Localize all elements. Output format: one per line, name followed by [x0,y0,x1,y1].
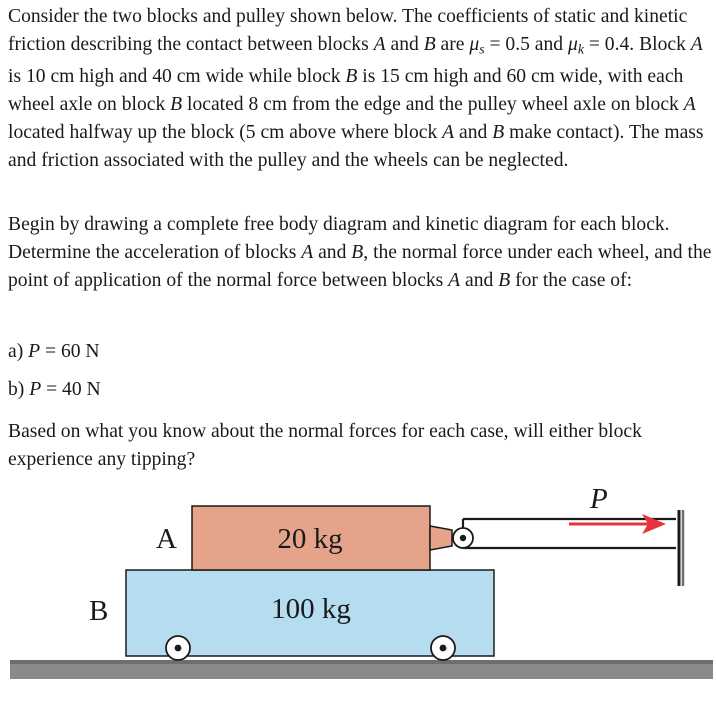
label-block-b: B [89,595,109,627]
block-b-ref: B [351,242,364,263]
block-b-ref: B [170,94,183,116]
pulley-bracket [430,526,452,550]
block-b-ref: B [423,34,436,55]
block-a-ref: A [683,94,696,116]
wheel-left-icon [166,636,190,660]
block-b-ref: B [345,66,358,88]
block-a-ref: A [690,34,703,55]
force-p-ref: P [29,379,42,400]
tipping-question: Based on what you know about the normal forces for each case, will either block experience any tipping? [8,421,642,470]
blocks-pulley-diagram [0,478,716,702]
pulley-wheel-icon [453,528,473,548]
mu-s-value: = 0.5 and [484,34,568,55]
case-a: a) P = 60 N [8,341,100,362]
block-a-ref: A [373,34,386,55]
mass-a-label: 20 kg [277,523,343,555]
block-a-ref: A [448,270,461,291]
block-a-ref: A [442,122,455,144]
case-b: b) P = 40 N [8,379,101,400]
instructions-paragraph: Begin by drawing a complete free body diagram and kinetic diagram for each block. Determine the acceleration of blocks A and B, the normal force under each wheel, and the point of application of the normal force between blocks A and B for the case of: [8,214,712,291]
ground-top-edge [10,660,713,664]
force-p-label: P [590,483,608,515]
mu-symbol: μ [568,34,578,55]
block-a-ref: A [301,242,314,263]
wheel-right-icon [431,636,455,660]
subscript-k: k [577,41,584,57]
case-b-value: = 40 N [41,379,101,400]
block-b-ref: B [492,122,505,144]
force-p-arrow-icon [569,514,666,534]
case-a-value: = 60 N [40,341,100,362]
ground [10,663,713,679]
label-block-a: A [156,523,177,555]
mu-k-value: = 0.4. Block [583,34,691,55]
mu-symbol: μ [469,34,480,55]
subscript-s: s [479,41,485,57]
mass-b-label: 100 kg [271,593,351,625]
block-b-ref: B [498,270,511,291]
wall-support [679,510,683,586]
force-p-ref: P [28,341,41,362]
problem-statement-paragraph: Consider the two blocks and pulley shown below. The coefficients of static and kinetic friction describing the contact between blocks A and B are $\mu_s = 0.5$ and $\mu_k = 0.4$. Block A is 10 cm high and 40 cm wide while block B is 15 cm high and 60 cm wide, with each wheel axle on block B located 8 cm from the edge and the pulley wheel axle on block A located halfway up the block (5 cm above where block A and B make contact). The mass and friction associated with the pulley and the wheels can be neglected. [8,6,704,172]
